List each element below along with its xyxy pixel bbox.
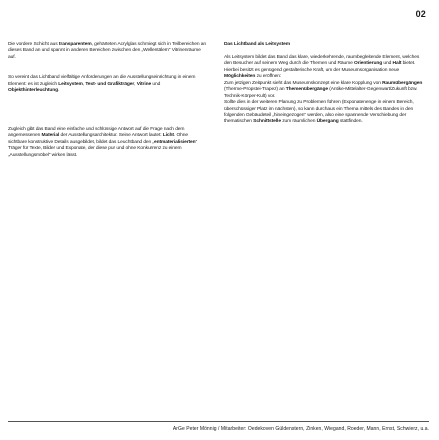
text-run: bietet. Hierbei besitzt es genügend gestalterische Kraft, um der Museumsorganisation neue: [224, 61, 416, 73]
right-paragraph-3: [224, 100, 423, 126]
bold-text: Leitsystem: [58, 81, 83, 87]
bold-text: Themenübergänge: [285, 87, 328, 93]
text-run: “ Träger für Texte, Bilder und Exponate, der diese pur und ohne Konkurrenz zu einem „Ausstellungsmöbel“ wirken lässt.: [8, 139, 198, 158]
footer-credits: ArGe Peter Mönnig / Mitarbeiter: Oedekoven Güldenstern, Zinken, Wiegand, Roeder, Mann, Ernst, Schwierz, u.a.: [172, 426, 429, 432]
text-run: Sollte dies in der weiteren Planung zu Problemen führen (Exponatenenge in einem Bereich, überschüssiger Platz im nächsten), so kann durchaus ein Thema mittels des Bandes in den folgenden Gebäudeteil „hineingezogen“ werden, also eine spannende Verschiebung der thematischen: [224, 100, 414, 125]
text-run: So vereint das Lichtband vielfältige Anforderungen an die Ausstellungseinrichtung in einem Element: es ist zugleich: [8, 75, 196, 87]
text-run: stattfinden.: [338, 119, 363, 125]
text-run: Als Leitsystem bildet das Band das klare, wiederkehrende, raumbegleitende Element, welches den Besucher auf seinem Weg durch die Themen und Räume: [224, 54, 420, 67]
bold-text: entmaterialisierten: [153, 139, 196, 145]
text-run: . Ohne sichtbare konstruktive Details ausgebildet, bildet das Leuchtband den „: [8, 133, 189, 145]
text-run: Zugleich gibt das Band eine einfache und schlüssige Antwort auf die Frage nach dem angemessenen: [8, 126, 185, 139]
left-paragraph-1: [8, 42, 208, 61]
left-paragraph-3: [8, 127, 208, 159]
footer-divider: [8, 421, 429, 422]
bold-text: Orientierung: [353, 61, 383, 67]
bold-text: Objekthinterleuchtung: [8, 88, 59, 94]
text-run: ,: [134, 81, 137, 87]
text-run: zu eröffnen:: [255, 74, 282, 80]
bold-text: Raumübergängen: [382, 80, 423, 86]
right-paragraph-2: [224, 81, 423, 100]
text-run: und: [382, 61, 393, 67]
bold-text: transparentem: [58, 42, 92, 47]
bold-text: Vitrine: [136, 81, 152, 87]
section-heading: Das Lichtband als Leitsystem: [224, 42, 290, 47]
page-number: 02: [415, 9, 426, 19]
bold-text: Material: [41, 133, 60, 139]
text-run: , gehärteten Acrylglas schmiegt sich in Teilbereichen an dieses Band an und spannt in anderen Bereichen zwischen den „Wellentälern“ Vitrinenräume auf.: [8, 42, 207, 60]
text-run: Zum jetzigen Zeitpunkt sieht das Museumskonzept eine klare Kopplung von: [224, 80, 383, 86]
left-paragraph-2: [8, 75, 208, 94]
text-run: der Ausstellungsarchitektur. Seine Antwort lautet:: [59, 133, 163, 139]
bold-text: Text- und Grafikträger: [85, 81, 135, 87]
text-run: .: [58, 88, 60, 94]
bold-text: Möglichkeiten: [224, 74, 256, 80]
bold-text: Halt: [392, 61, 402, 67]
bold-text: Übergang: [316, 119, 339, 125]
text-run: zum räumlichen: [280, 119, 317, 125]
bold-text: Licht: [162, 133, 174, 139]
text-run: Die vordere Schicht aus: [8, 42, 59, 47]
bold-text: Schnittstelle: [253, 119, 281, 125]
right-column: [224, 42, 423, 126]
text-run: (Antike-Mittelalter-Gegenwart/Zukunft bzw. Technik-Körper-Kult) vor.: [224, 87, 418, 99]
right-paragraph-1: [224, 55, 423, 81]
text-run: (Therme-Propstei-Trapez) an: [224, 87, 286, 93]
text-run: ,: [82, 81, 86, 87]
text-run: und: [151, 81, 161, 87]
left-column: [8, 42, 208, 165]
